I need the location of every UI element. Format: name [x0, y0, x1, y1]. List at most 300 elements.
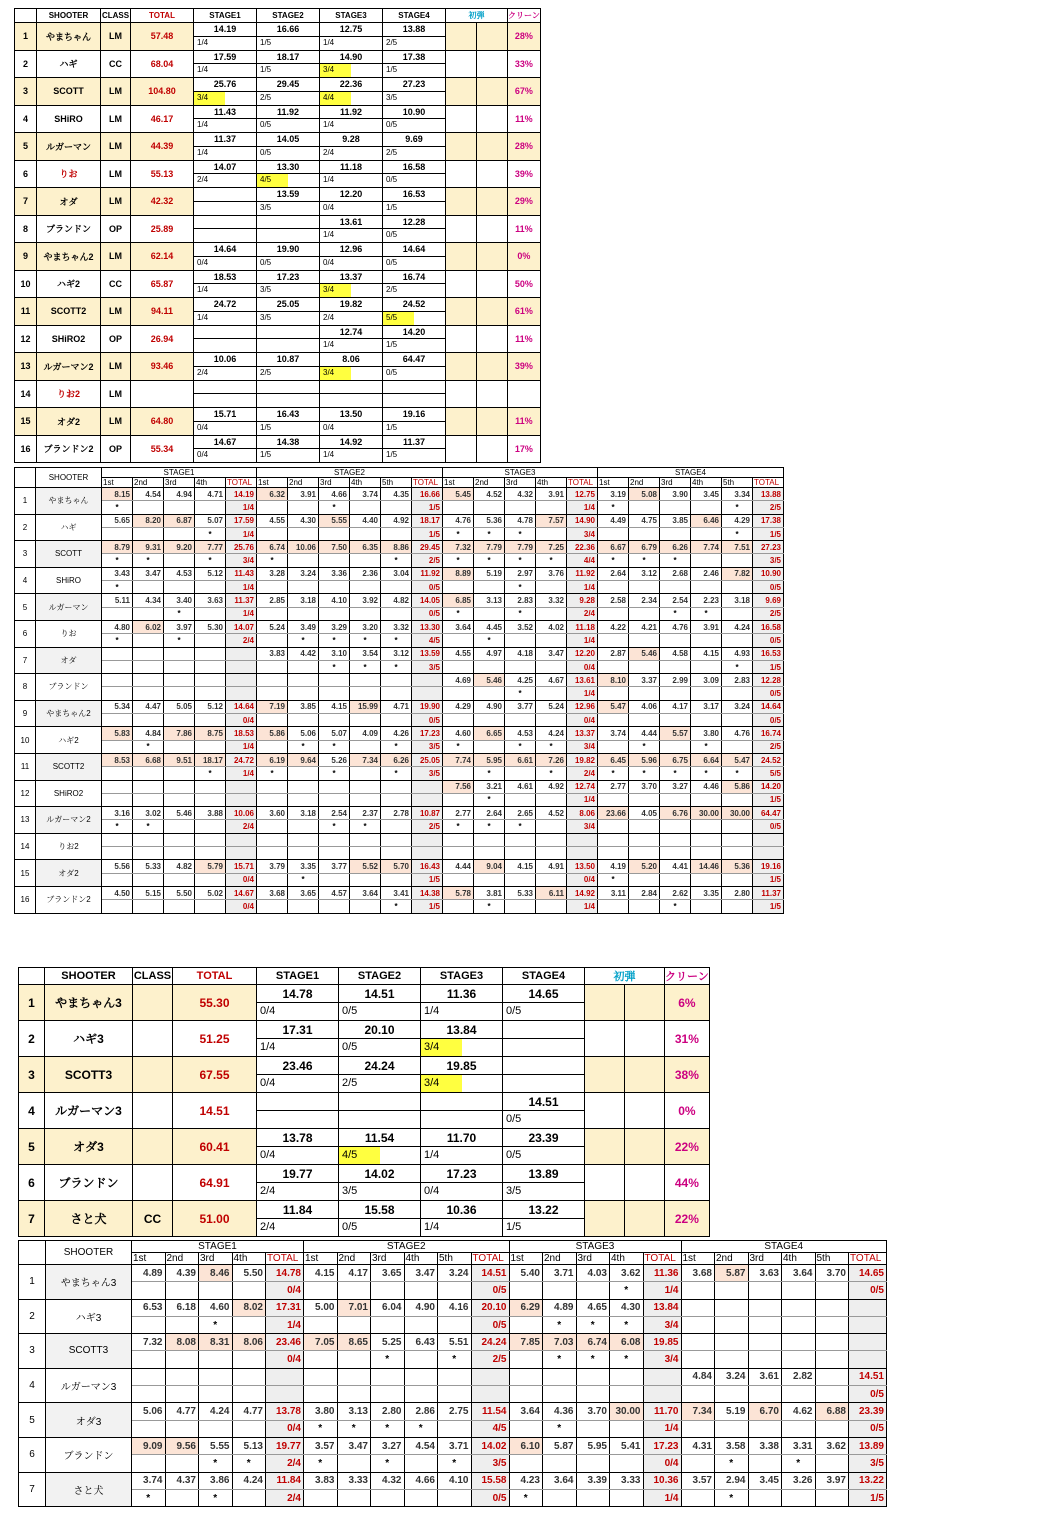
hit-mark — [509, 1455, 543, 1472]
shooter-total: 64.91 — [173, 1165, 257, 1201]
hit-mark: * — [610, 1351, 644, 1368]
hit-mark — [691, 527, 722, 540]
hit-mark — [371, 1316, 405, 1333]
split-time — [319, 833, 350, 846]
stage-cell — [320, 50, 383, 78]
hit-mark — [319, 900, 350, 913]
split-time: 8.08 — [165, 1334, 199, 1351]
hit-mark: * — [629, 740, 660, 753]
split-time — [782, 1334, 816, 1351]
first-shot-a — [585, 1093, 625, 1129]
hit-mark — [102, 873, 133, 886]
split-time: 3.58 — [715, 1437, 749, 1454]
stage-hits: 2/5 — [342, 1077, 358, 1089]
stage-cell — [257, 160, 320, 188]
stage-hits: 3/5 — [386, 92, 398, 102]
split-time — [165, 1368, 199, 1385]
stage-time: 10.87 — [257, 353, 319, 367]
hit-mark: * — [505, 607, 536, 620]
detail-row-hits — [15, 847, 784, 860]
split-time: 8.02 — [232, 1299, 266, 1316]
stage-hits: 3/5 — [412, 767, 443, 780]
stage-cell — [339, 1093, 421, 1129]
stage-cell — [503, 1129, 585, 1165]
clean-rate: 28% — [508, 23, 541, 51]
split-time: 4.78 — [505, 514, 536, 527]
shooter-row — [19, 1201, 710, 1237]
split-time: 3.57 — [681, 1472, 715, 1489]
shooter-name: やまちゃん2 — [37, 243, 101, 271]
hit-mark — [371, 1489, 405, 1506]
split-time: 4.55 — [443, 647, 474, 660]
stage-total: 24.72 — [226, 753, 257, 766]
stage-hits — [471, 1386, 509, 1403]
hit-mark — [722, 714, 753, 727]
stage-total: 12.75 — [567, 488, 598, 501]
hit-mark — [598, 527, 629, 540]
split-time — [691, 833, 722, 846]
shooter-name: オダ3 — [46, 1403, 132, 1438]
hit-mark — [257, 581, 288, 594]
stage-time: 16.53 — [383, 188, 445, 202]
stage-time: 16.43 — [257, 408, 319, 422]
first-shot-a — [585, 1129, 625, 1165]
split-time: 6.45 — [598, 753, 629, 766]
stage-cell — [320, 435, 383, 463]
stage-hits: 0/4 — [323, 422, 335, 432]
stage-hits: 2/5 — [260, 92, 272, 102]
stage-total: 19.85 — [643, 1334, 681, 1351]
hit-mark: * — [474, 820, 505, 833]
detail-row-times — [15, 753, 784, 766]
shooter-total: 26.94 — [131, 325, 194, 353]
stage-hits: 2/4 — [260, 1221, 276, 1233]
shooter-row — [19, 1093, 710, 1129]
stage-hits: 0/4 — [266, 1282, 304, 1299]
split-time: 4.30 — [288, 514, 319, 527]
hit-mark — [782, 1282, 816, 1299]
split-time: 3.81 — [474, 886, 505, 899]
detail-row-hits — [19, 1489, 887, 1506]
detail-row-hits — [15, 714, 784, 727]
split-time: 3.54 — [350, 647, 381, 660]
shooter-name: ハギ2 — [36, 727, 102, 754]
split-time: 6.61 — [505, 753, 536, 766]
stage-time: 24.52 — [383, 298, 445, 312]
hit-mark: * — [133, 820, 164, 833]
stage-time: 13.78 — [257, 1129, 338, 1147]
hit-mark — [350, 581, 381, 594]
shooter-row — [15, 435, 541, 463]
hit-mark — [536, 793, 567, 806]
split-time: 5.36 — [722, 860, 753, 873]
shooter-name: ハギ3 — [46, 1299, 132, 1334]
row-number: 14 — [15, 833, 36, 860]
split-time: 4.84 — [133, 727, 164, 740]
split-time: 4.47 — [133, 700, 164, 713]
split-time: 4.17 — [337, 1265, 371, 1282]
hit-mark — [164, 740, 195, 753]
hit-mark — [404, 1282, 438, 1299]
split-time: 3.24 — [715, 1368, 749, 1385]
stage-hits: 1/4 — [424, 1221, 440, 1233]
split-time: 3.27 — [371, 1437, 405, 1454]
hit-mark: * — [474, 554, 505, 567]
detail-row-times — [19, 1265, 887, 1282]
hit-mark — [629, 527, 660, 540]
clean-rate: 17% — [508, 435, 541, 463]
stage-hits — [320, 394, 382, 407]
stage-total: 11.54 — [471, 1403, 509, 1420]
split-time: 4.15 — [505, 860, 536, 873]
hit-mark — [319, 873, 350, 886]
split-time: 3.71 — [543, 1265, 577, 1282]
stage-hits: 1/4 — [567, 501, 598, 514]
split-time: 4.58 — [660, 647, 691, 660]
split-time: 4.71 — [195, 488, 226, 501]
split-time: 3.71 — [438, 1437, 472, 1454]
stage-cell — [257, 1165, 339, 1201]
split-time: 4.29 — [722, 514, 753, 527]
stage-hits: 1/4 — [197, 285, 209, 295]
hit-mark — [195, 714, 226, 727]
hit-mark — [782, 1489, 816, 1506]
split-time: 4.31 — [681, 1437, 715, 1454]
hit-mark — [232, 1420, 266, 1437]
first-shot-a — [446, 298, 477, 326]
stage-total — [226, 674, 257, 687]
stage-time: 14.65 — [503, 985, 584, 1003]
hit-mark — [598, 634, 629, 647]
shooter-name: ブランドン — [45, 1165, 133, 1201]
hit-mark — [304, 1351, 338, 1368]
stage-hits: 2/4 — [567, 607, 598, 620]
split-time: 3.04 — [381, 567, 412, 580]
split-time: 3.68 — [257, 886, 288, 899]
stage-hits: 4/5 — [471, 1420, 509, 1437]
stage-hits: 2/5 — [412, 554, 443, 567]
hit-mark: * — [598, 873, 629, 886]
hit-mark: * — [610, 1282, 644, 1299]
detail-table-1 — [14, 467, 784, 914]
stage-hits: 2/5 — [386, 37, 398, 47]
split-time: 3.40 — [164, 594, 195, 607]
stage-hits: 3/5 — [260, 202, 272, 212]
hit-mark — [598, 740, 629, 753]
stage-hits: 1/4 — [197, 120, 209, 130]
hit-mark — [474, 501, 505, 514]
split-time — [543, 1368, 577, 1385]
split-time: 6.02 — [133, 620, 164, 633]
split-time: 3.45 — [748, 1472, 782, 1489]
hit-mark — [438, 1316, 472, 1333]
stage-hits: 2/4 — [197, 367, 209, 377]
stage-hits: 1/5 — [753, 873, 784, 886]
split-time: 30.00 — [610, 1403, 644, 1420]
hit-mark — [257, 793, 288, 806]
split-time: 2.54 — [660, 594, 691, 607]
stage-hits: 0/4 — [260, 1005, 276, 1017]
hit-mark — [443, 767, 474, 780]
split-time: 6.75 — [660, 753, 691, 766]
split-time — [195, 833, 226, 846]
stage-hits: 1/4 — [567, 687, 598, 700]
split-time: 2.58 — [598, 594, 629, 607]
hit-mark — [319, 607, 350, 620]
split-time: 3.86 — [199, 1472, 233, 1489]
hit-mark: * — [164, 607, 195, 620]
header-cell: 初弾 — [585, 968, 665, 985]
hit-mark — [195, 873, 226, 886]
stage-hits: 1/4 — [424, 1149, 440, 1161]
stage-total: 19.90 — [412, 700, 443, 713]
stage-header: STAGE3 — [443, 468, 598, 478]
split-time: 18.17 — [195, 753, 226, 766]
shooter-total: 60.41 — [173, 1129, 257, 1165]
stage-total: 19.77 — [266, 1437, 304, 1454]
hit-mark — [195, 900, 226, 913]
clean-rate: 39% — [508, 353, 541, 381]
shooter-class — [133, 1057, 173, 1093]
total-header: TOTAL — [266, 1253, 304, 1265]
shooter-name: ルガーマン3 — [46, 1368, 132, 1403]
split-time: 4.24 — [536, 727, 567, 740]
first-shot-b — [477, 78, 508, 106]
stage-cell — [194, 435, 257, 463]
hit-mark — [629, 607, 660, 620]
row-number: 7 — [19, 1201, 45, 1237]
stage-cell — [194, 380, 257, 408]
first-shot-b — [625, 1093, 665, 1129]
total-header: TOTAL — [471, 1253, 509, 1265]
stage-time: 11.92 — [320, 106, 382, 120]
hit-mark — [195, 687, 226, 700]
hit-mark — [598, 793, 629, 806]
stage-cell — [383, 188, 446, 216]
split-time: 3.83 — [304, 1472, 338, 1489]
stage-total: 16.66 — [412, 488, 443, 501]
stage-cell — [503, 1093, 585, 1129]
hit-mark — [443, 634, 474, 647]
shooter-class — [133, 1129, 173, 1165]
row-number: 10 — [15, 270, 37, 298]
first-shot-b — [477, 353, 508, 381]
hit-mark: * — [319, 634, 350, 647]
stage-time: 14.02 — [339, 1165, 420, 1183]
split-time: 7.85 — [509, 1334, 543, 1351]
split-time: 4.76 — [660, 620, 691, 633]
hit-mark: * — [102, 581, 133, 594]
hit-mark — [350, 607, 381, 620]
split-time: 4.90 — [474, 700, 505, 713]
split-time: 3.32 — [536, 594, 567, 607]
hit-mark — [610, 1420, 644, 1437]
stage-time: 11.37 — [194, 133, 256, 147]
split-time: 4.18 — [505, 647, 536, 660]
stage-total: 16.74 — [753, 727, 784, 740]
stage-hits: 5/5 — [383, 312, 414, 325]
hit-mark — [288, 714, 319, 727]
stage-hits: 1/5 — [260, 450, 272, 460]
hit-mark: * — [782, 1455, 816, 1472]
stage-hits: 4/4 — [567, 554, 598, 567]
hit-mark — [381, 820, 412, 833]
split-time — [782, 1299, 816, 1316]
stage-total: 29.45 — [412, 541, 443, 554]
split-time: 5.83 — [102, 727, 133, 740]
split-time — [722, 833, 753, 846]
hit-mark — [536, 714, 567, 727]
row-number: 6 — [19, 1165, 45, 1201]
hit-mark: * — [337, 1420, 371, 1437]
shooter-name: ハギ2 — [37, 270, 101, 298]
split-time: 4.25 — [505, 674, 536, 687]
stage-hits: 0/5 — [260, 120, 272, 130]
stage-time: 27.23 — [383, 78, 445, 92]
split-time: 2.97 — [505, 567, 536, 580]
stage-total — [412, 780, 443, 793]
split-time: 8.75 — [195, 727, 226, 740]
detail-grid — [14, 467, 784, 914]
stage-hits: 1/4 — [323, 340, 335, 350]
split-time — [257, 833, 288, 846]
stage-hits: 1/5 — [386, 202, 398, 212]
hit-mark — [474, 660, 505, 673]
split-time: 8.53 — [102, 753, 133, 766]
hit-mark: * — [381, 554, 412, 567]
stage-time — [257, 381, 319, 395]
hit-mark — [195, 607, 226, 620]
total-header: TOTAL — [849, 1253, 887, 1265]
hit-mark — [195, 581, 226, 594]
stage-time: 11.70 — [421, 1129, 502, 1147]
stage-total — [412, 674, 443, 687]
stage-hits: 1/4 — [643, 1489, 681, 1506]
sub-header: 4th — [610, 1253, 644, 1265]
stage-hits: 1/4 — [643, 1420, 681, 1437]
shooter-total: 51.25 — [173, 1021, 257, 1057]
split-time: 5.46 — [164, 807, 195, 820]
hit-mark — [102, 607, 133, 620]
hit-mark — [319, 527, 350, 540]
stage-total: 24.52 — [753, 753, 784, 766]
hit-mark — [381, 527, 412, 540]
row-number: 4 — [19, 1368, 46, 1403]
summary-header-row — [19, 968, 710, 985]
split-time: 3.39 — [576, 1472, 610, 1489]
shooter-name: オダ3 — [45, 1129, 133, 1165]
row-number: 13 — [15, 807, 36, 834]
shooter-name: ルガーマン2 — [36, 807, 102, 834]
row-number: 8 — [15, 674, 36, 701]
split-time: 7.86 — [164, 727, 195, 740]
split-time: 4.80 — [102, 620, 133, 633]
detail-row-times — [15, 647, 784, 660]
split-time: 4.23 — [509, 1472, 543, 1489]
hit-mark — [536, 501, 567, 514]
split-time: 7.50 — [319, 541, 350, 554]
stage-time: 10.36 — [421, 1201, 502, 1219]
stage-time: 19.90 — [257, 243, 319, 257]
stage-time: 8.06 — [320, 353, 382, 367]
hit-mark — [722, 740, 753, 753]
sub-header: 2nd — [337, 1253, 371, 1265]
stage-hits: 0/5 — [260, 257, 272, 267]
hit-mark — [691, 873, 722, 886]
shooter-row — [15, 23, 541, 51]
hit-mark — [288, 607, 319, 620]
stage-hits: 0/5 — [260, 147, 272, 157]
stage-hits — [257, 229, 319, 242]
split-time: 5.30 — [195, 620, 226, 633]
hit-mark — [474, 847, 505, 860]
stage-hits — [567, 847, 598, 860]
hit-mark — [660, 793, 691, 806]
hit-mark — [288, 793, 319, 806]
split-time: 3.80 — [304, 1403, 338, 1420]
hit-mark — [133, 900, 164, 913]
split-time: 8.15 — [102, 488, 133, 501]
stage-time: 15.58 — [339, 1201, 420, 1219]
split-time: 8.89 — [443, 567, 474, 580]
hit-mark — [691, 847, 722, 860]
stage-hits: 2/5 — [471, 1351, 509, 1368]
split-time: 2.64 — [598, 567, 629, 580]
shooter-name: SCOTT2 — [36, 753, 102, 780]
hit-mark: * — [257, 554, 288, 567]
split-time: 3.47 — [404, 1265, 438, 1282]
sub-header: 3rd — [660, 478, 691, 488]
split-time: 6.70 — [748, 1403, 782, 1420]
stage-hits: 2/5 — [753, 740, 784, 753]
stage-hits: 1/4 — [567, 793, 598, 806]
shooter-row — [15, 215, 541, 243]
hit-mark: * — [350, 660, 381, 673]
stage-hits: 1/5 — [753, 793, 784, 806]
hit-mark — [681, 1282, 715, 1299]
hit-mark — [132, 1386, 166, 1403]
hit-mark — [598, 581, 629, 594]
stage-hits — [226, 660, 257, 673]
split-time: 7.57 — [536, 514, 567, 527]
split-time — [715, 1299, 749, 1316]
stage-hits: 3/5 — [471, 1455, 509, 1472]
split-time: 4.90 — [404, 1299, 438, 1316]
stage-cell — [194, 23, 257, 51]
split-time: 7.05 — [304, 1334, 338, 1351]
split-time: 3.60 — [257, 807, 288, 820]
stage-hits — [257, 394, 319, 407]
stage-time: 14.07 — [194, 161, 256, 175]
hit-mark: * — [381, 740, 412, 753]
split-time: 5.19 — [715, 1403, 749, 1420]
stage-cell — [194, 243, 257, 271]
hit-mark — [438, 1420, 472, 1437]
stage-hits — [849, 1351, 887, 1368]
split-time: 3.11 — [598, 886, 629, 899]
shooter-row — [15, 243, 541, 271]
split-time: 2.77 — [598, 780, 629, 793]
stage-total: 18.53 — [226, 727, 257, 740]
split-time — [337, 1368, 371, 1385]
shooter-total: 55.34 — [131, 435, 194, 463]
detail-row-hits — [15, 634, 784, 647]
stage-time — [194, 188, 256, 202]
hit-mark — [474, 714, 505, 727]
stage-hits — [339, 1111, 420, 1128]
hit-mark: * — [350, 820, 381, 833]
stage-time: 25.76 — [194, 78, 256, 92]
